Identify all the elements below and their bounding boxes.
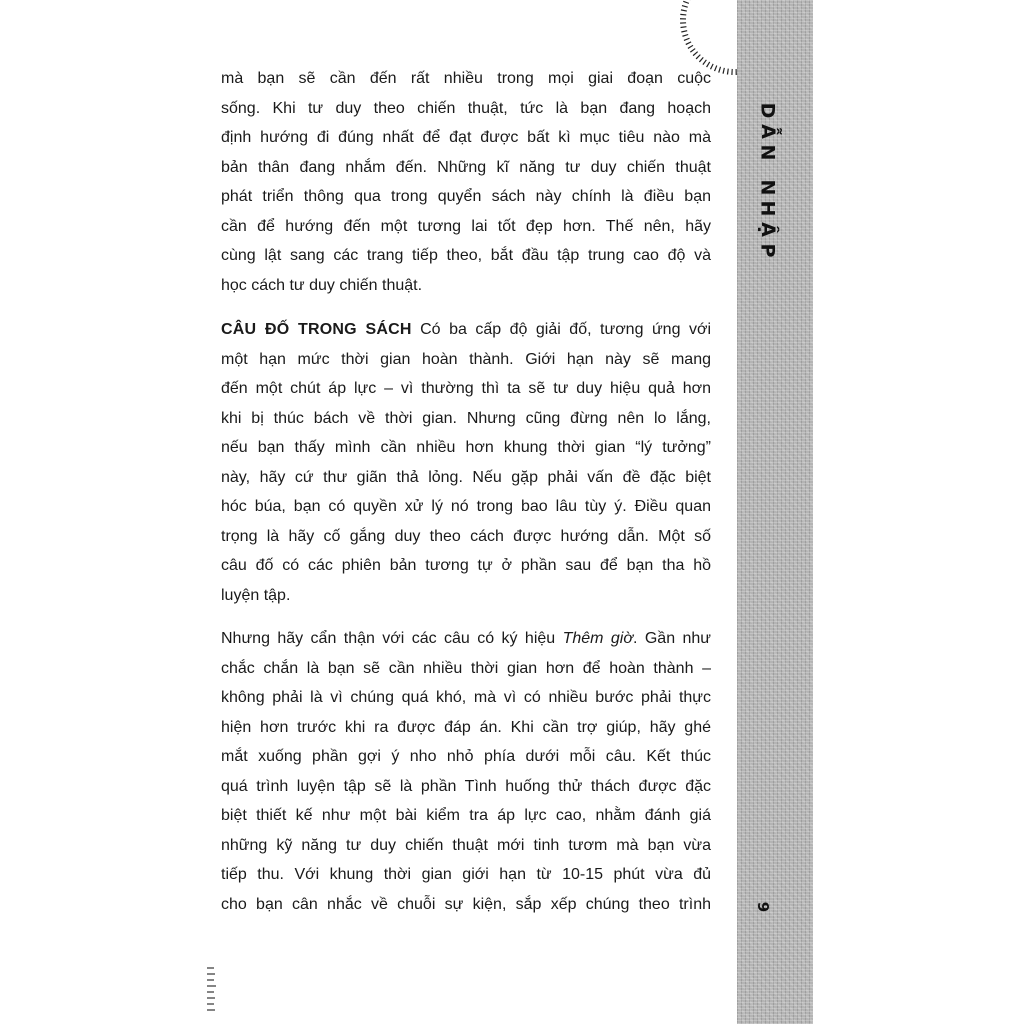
chapter-title-glyph: Ẫ	[756, 124, 779, 139]
paragraph-line: cần để hướng đến một tương lai tốt đẹp hơn. Thế nên, hãy	[221, 217, 711, 235]
paragraph-line: một hạn mức thời gian hoàn thành. Giới hạn này sẽ mang	[221, 350, 711, 368]
paragraph-line: phát triển thông qua trong quyển sách này chính là điều bạn	[221, 188, 711, 205]
paragraph-line: tiếp thu. Với khung thời gian giới hạn từ 10-15 phút vừa đủ	[221, 866, 711, 883]
page-number: 9	[754, 901, 773, 913]
paragraph-extra-time	[221, 624, 711, 919]
chapter-title-glyph: Ậ	[756, 222, 779, 237]
decorative-ticks-icon	[204, 966, 218, 1012]
extra-time-label: Thêm giờ	[562, 630, 633, 647]
paragraph-line: định hướng đi đúng nhất để đạt được bất kì mục tiêu nào mà	[221, 129, 711, 146]
section-heading: CÂU ĐỐ TRONG SÁCH	[221, 321, 412, 338]
paragraph-puzzles	[221, 315, 711, 610]
chapter-title-glyph: P	[756, 243, 779, 258]
paragraph-line: quá trình luyện tập sẽ là phần Tình huống thử thách được đặc	[221, 777, 711, 795]
chapter-title-text	[767, 100, 768, 101]
paragraph-line: những kỹ năng tư duy chiến thuật mới tinh tươm mà bạn vừa	[221, 836, 711, 854]
chapter-title-glyph: H	[756, 200, 779, 217]
paragraph-line: Nhưng hãy cẩn thận với các câu có ký hiệu Thêm giờ. Gần như	[221, 630, 711, 647]
paragraph-intro	[221, 64, 711, 300]
paragraph-line: nếu bạn thấy mình cần nhiều hơn khung thời gian “lý tưởng”	[221, 439, 711, 456]
paragraph-line: hiện hơn trước khi ra được đáp án. Khi cần trợ giúp, hãy ghé	[221, 718, 711, 736]
paragraph-line: mắt xuống phần gợi ý nho nhỏ phía dưới mỗi câu. Kết thúc	[221, 748, 711, 765]
paragraph-line: trọng là hãy cố gắng duy theo cách được hướng dẫn. Một số	[221, 527, 711, 545]
paragraph-line: hóc búa, bạn có quyền xử lý nó trong bao lâu tùy ý. Điều quan	[221, 498, 711, 515]
chapter-title	[754, 100, 780, 261]
paragraph-line: câu đố có các phiên bản tương tự ở phần sau để bạn tha hồ	[221, 557, 711, 574]
paragraph-line: không phải là vì chúng quá khó, mà vì có nhiều bước phải thực	[221, 689, 711, 706]
paragraph-line: khi bị thúc bách về thời gian. Nhưng cũng đừng nên lo lắng,	[221, 409, 711, 427]
chapter-title-glyph: N	[756, 144, 779, 161]
paragraph-line: bản thân đang nhắm đến. Những kĩ năng tư duy chiến thuật	[221, 158, 711, 176]
paragraph-line: đến một chút áp lực – vì thường thì ta sẽ tư duy hiệu quả hơn	[221, 380, 711, 397]
paragraph-line: mà bạn sẽ cần đến rất nhiều trong mọi giai đoạn cuộc	[221, 70, 711, 87]
paragraph-line: chắc chắn là bạn sẽ cần nhiều thời gian hơn để hoàn thành –	[221, 659, 711, 677]
chapter-title-space	[760, 167, 774, 174]
paragraph-line: học cách tư duy chiến thuật.	[221, 276, 423, 294]
paragraph-line: cho bạn cân nhắc về chuỗi sự kiện, sắp xếp chúng theo trình	[221, 895, 711, 913]
paragraph-line: CÂU ĐỐ TRONG SÁCH Có ba cấp độ giải đố, tương ứng với	[221, 321, 712, 338]
paragraph-line: này, hãy cứ thư giãn thả lỏng. Nếu gặp phải vấn đề đặc biệt	[221, 468, 711, 486]
paragraph-line: cùng lật sang các trang tiếp theo, bắt đầu tập trung cao độ và	[221, 247, 711, 264]
paragraph-line: biệt thiết kế như một bài kiểm tra áp lực cao, nhằm đánh giá	[221, 807, 711, 824]
chapter-title-glyph: N	[756, 179, 779, 196]
paragraph-line: luyện tập.	[221, 586, 291, 604]
paragraph-line: sống. Khi tư duy theo chiến thuật, tức là bạn đang hoạch	[221, 99, 711, 117]
chapter-title-glyph: D	[756, 102, 779, 119]
